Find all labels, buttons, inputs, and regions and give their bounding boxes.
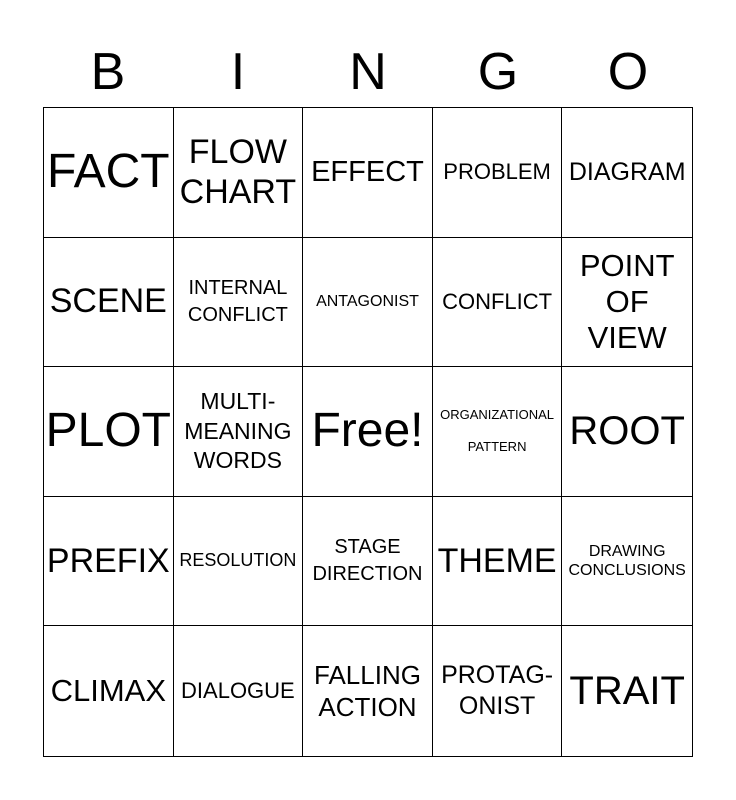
bingo-cell[interactable] (562, 626, 692, 756)
cell-label: PLOT (45, 404, 171, 458)
header-letter-g: G (477, 43, 519, 101)
bingo-cell[interactable] (562, 367, 692, 497)
cell-label: SCENE (49, 282, 167, 321)
cell-label: STAGE DIRECTION (312, 536, 423, 586)
cell-label: ANTAGONIST (316, 293, 419, 311)
cell-label: FALLING ACTION (314, 659, 421, 723)
cell-label: DIALOGUE (181, 677, 295, 703)
cell-label: DRAWING CONCLUSIONS (568, 542, 686, 580)
cell-label: FLOW CHART (179, 132, 297, 212)
header-letter-n: N (349, 43, 387, 101)
bingo-cell[interactable] (303, 497, 433, 627)
bingo-cell[interactable] (174, 626, 304, 756)
bingo-cell[interactable] (44, 497, 174, 627)
bingo-header (43, 36, 693, 108)
cell-label: ROOT (569, 409, 685, 454)
cell-label: FACT (46, 145, 170, 199)
cell-label: CLIMAX (50, 673, 166, 709)
bingo-cell[interactable] (44, 108, 174, 238)
header-letter-i: I (230, 43, 246, 101)
free-space-label: Free! (311, 404, 424, 458)
bingo-cell[interactable] (303, 238, 433, 368)
cell-label: TRAIT (569, 669, 685, 714)
bingo-cell[interactable] (174, 108, 304, 238)
bingo-cell[interactable] (433, 108, 563, 238)
cell-label: PREFIX (46, 541, 170, 580)
bingo-cell[interactable] (433, 497, 563, 627)
bingo-cell[interactable] (174, 238, 304, 368)
bingo-cell[interactable] (303, 108, 433, 238)
cell-label: CONFLICT (442, 288, 553, 314)
bingo-cell[interactable] (44, 367, 174, 497)
header-letter-o: O (607, 43, 649, 101)
bingo-cell[interactable] (433, 626, 563, 756)
bingo-cell[interactable] (303, 626, 433, 756)
bingo-cell[interactable] (562, 497, 692, 627)
bingo-cell[interactable] (174, 367, 304, 497)
bingo-cell[interactable] (44, 238, 174, 368)
cell-label: PROBLEM (443, 159, 551, 184)
bingo-cell[interactable] (433, 238, 563, 368)
bingo-cell[interactable] (44, 626, 174, 756)
cell-label: MULTI- MEANING WORDS (184, 387, 292, 474)
header-letter-b: B (90, 43, 126, 101)
cell-label: POINT OF VIEW (579, 248, 675, 355)
free-space-cell[interactable] (303, 367, 433, 497)
cell-label: INTERNAL CONFLICT (187, 276, 288, 326)
bingo-cell[interactable] (433, 367, 563, 497)
bingo-cell[interactable] (562, 238, 692, 368)
cell-label: EFFECT (311, 155, 424, 188)
cell-label: DIAGRAM (568, 157, 686, 186)
bingo-cell[interactable] (562, 108, 692, 238)
cell-label: THEME (437, 541, 557, 580)
bingo-cell[interactable] (174, 497, 304, 627)
bingo-board (43, 107, 693, 757)
cell-label: RESOLUTION (179, 550, 297, 571)
cell-label: PROTAG- ONIST (441, 660, 554, 721)
cell-label: ORGANIZATIONAL PATTERN (440, 406, 555, 455)
